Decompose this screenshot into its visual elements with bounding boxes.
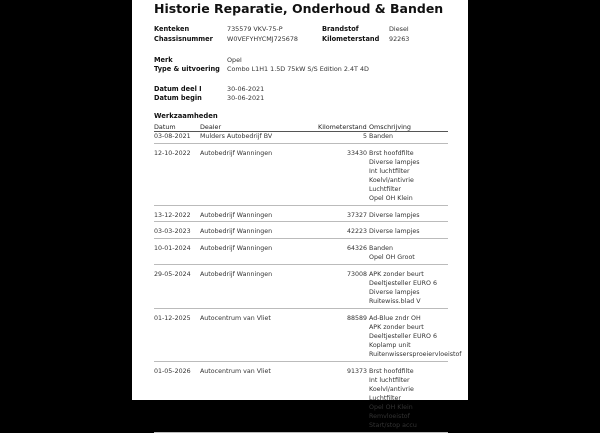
row-dealer: Autobedrijf Wanningen	[200, 228, 273, 236]
row-dealer: Autobedrijf Wanningen	[200, 211, 273, 219]
row-omschrijving: Luchtfilter	[369, 186, 401, 193]
row-omschrijving: Koelvl/antivrie	[369, 176, 414, 184]
kenteken-value: 735579 VKV-75-P	[227, 25, 283, 33]
row-dealer: Autobedrijf Wanningen	[200, 244, 273, 252]
row-dealer: Autocentrum van Vliet	[200, 367, 271, 375]
row-omschrijving: Diverse lampjes	[369, 158, 420, 166]
row-km: 37327	[346, 211, 367, 219]
row-datum: 13-12-2022	[154, 211, 191, 219]
col-header-datum: Datum	[154, 123, 176, 131]
row-omschrijving: Ad-Blue zndr OH	[369, 314, 421, 322]
row-omschrijving: Start/stop accu	[369, 422, 417, 430]
row-datum: 12-10-2022	[154, 149, 191, 157]
row-divider	[154, 221, 448, 222]
row-dealer: Autobedrijf Wanningen	[200, 149, 273, 157]
row-omschrijving: Int luchtfilter	[369, 376, 410, 384]
datum-begin-value: 30-06-2021	[227, 94, 265, 102]
row-divider	[154, 264, 448, 265]
row-km: 64326	[346, 244, 367, 252]
row-omschrijving: Ruitewiss.blad V	[369, 297, 421, 305]
row-omschrijving: Deeltjesteller EURO 6	[369, 279, 437, 287]
row-omschrijving: Koplamp unit	[369, 341, 411, 349]
werkzaamheden-title: Werkzaamheden	[154, 112, 218, 120]
row-omschrijving: Diverse lampjes	[369, 288, 420, 296]
row-datum: 29-05-2024	[154, 270, 191, 278]
type-value: Combo L1H1 1.5D 75kW S/S Edition 2.4T 4D	[227, 65, 369, 73]
km-label: Kilometerstand	[322, 35, 380, 43]
chassis-value: W0VEFYHYCMJ725678	[227, 35, 298, 43]
merk-label: Merk	[154, 56, 173, 64]
row-dealer: Autocentrum van Vliet	[200, 314, 271, 322]
row-omschrijving: Deeltjesteller EURO 6	[369, 332, 437, 340]
row-omschrijving: Koelvl/antivrie	[369, 385, 414, 393]
page-title: Historie Reparatie, Onderhoud & Banden	[154, 1, 444, 16]
km-value: 92263	[389, 35, 410, 43]
header-divider	[154, 131, 448, 132]
brandstof-label: Brandstof	[322, 25, 359, 33]
row-divider	[154, 143, 448, 144]
row-datum: 01-12-2025	[154, 314, 191, 322]
brandstof-value: Diesel	[389, 25, 409, 33]
row-omschrijving: Remvloeistof	[369, 413, 410, 420]
document-page	[132, 0, 468, 430]
datum-deel1-label: Datum deel I	[154, 85, 202, 93]
row-divider	[154, 361, 448, 362]
row-km: 91373	[346, 367, 367, 375]
row-omschrijving: Brst hoofdfilte	[369, 149, 414, 157]
row-datum: 10-01-2024	[154, 244, 191, 252]
datum-begin-label: Datum begin	[154, 94, 202, 102]
row-omschrijving: Int luchtfilter	[369, 167, 410, 175]
row-km: 88589	[346, 314, 367, 322]
row-omschrijving: APK zonder beurt	[369, 323, 424, 331]
row-omschrijving: Ruitenwissersproeiervloeistof	[369, 350, 462, 358]
row-divider	[154, 205, 448, 206]
row-omschrijving: Luchtfilter	[369, 394, 401, 402]
row-omschrijving: Opel OH Klein	[369, 403, 413, 411]
row-datum: 03-08-2021	[154, 133, 191, 140]
kenteken-label: Kenteken	[154, 25, 190, 33]
row-datum: 03-03-2023	[154, 228, 191, 236]
row-divider	[154, 238, 448, 239]
datum-deel1-value: 30-06-2021	[227, 85, 265, 93]
row-omschrijving: Brst hoofdfilte	[369, 367, 414, 375]
merk-value: Opel	[227, 56, 242, 64]
row-km: 5	[362, 133, 367, 140]
row-datum: 01-05-2026	[154, 367, 191, 375]
col-header-omschrijving: Omschrijving	[369, 123, 411, 131]
row-omschrijving: Diverse lampjes	[369, 211, 420, 219]
row-omschrijving: Opel OH Groot	[369, 254, 415, 261]
row-dealer: Mulders Autobedrijf BV	[200, 133, 273, 140]
row-omschrijving: APK zonder beurt	[369, 270, 424, 278]
col-header-km: Kilometerstand	[318, 123, 367, 131]
row-omschrijving: Opel OH Klein	[369, 195, 413, 203]
row-km: 42223	[346, 228, 367, 236]
col-header-dealer: Dealer	[200, 123, 222, 131]
chassis-label: Chassisnummer	[154, 35, 213, 43]
row-omschrijving: Banden	[369, 244, 394, 252]
row-omschrijving: Banden	[369, 133, 394, 140]
type-label: Type & uitvoering	[154, 65, 220, 73]
row-omschrijving: Diverse lampjes	[369, 228, 420, 236]
row-km: 33430	[346, 149, 367, 157]
row-dealer: Autobedrijf Wanningen	[200, 270, 273, 278]
row-km: 73008	[346, 270, 367, 278]
row-divider	[154, 308, 448, 309]
